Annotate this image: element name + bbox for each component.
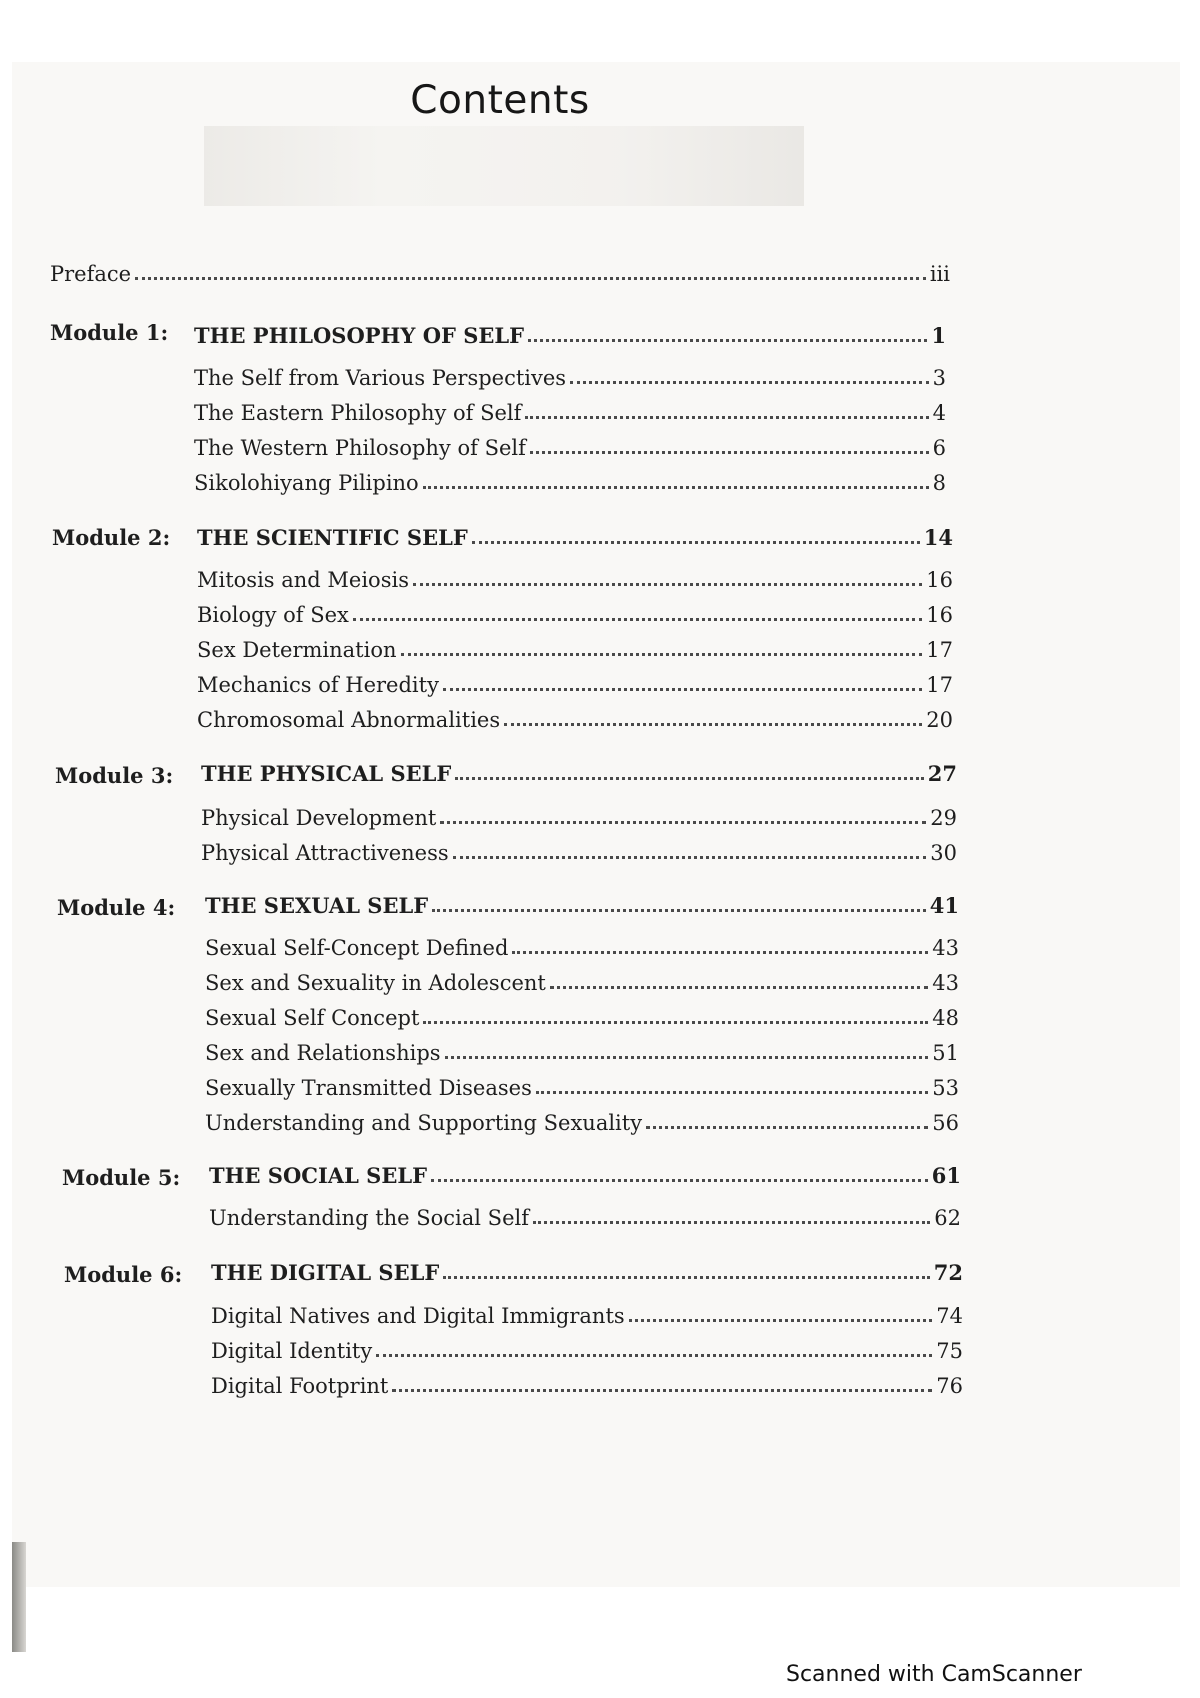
- module-label: Module 1:: [50, 320, 169, 345]
- toc-section-row: [205, 1070, 959, 1100]
- toc-section-row: [205, 1035, 959, 1065]
- toc-page-number: 74: [936, 1304, 963, 1328]
- dot-leader: [376, 1354, 932, 1357]
- toc-entry-title: THE SOCIAL SELF: [209, 1163, 427, 1188]
- toc-entry-title: Physical Attractiveness: [201, 841, 449, 865]
- module-label: Module 3:: [55, 763, 174, 788]
- toc-page-number: 61: [931, 1163, 961, 1188]
- module-label: Module 6:: [64, 1262, 183, 1287]
- toc-entry-title: Sikolohiyang Pilipino: [194, 471, 419, 495]
- dot-leader: [533, 1221, 930, 1224]
- toc-section-row: [205, 1000, 959, 1030]
- toc-page-number: 51: [932, 1041, 959, 1065]
- dot-leader: [443, 688, 922, 691]
- toc-page-number: 17: [926, 673, 953, 697]
- toc-section-row: [197, 702, 953, 732]
- module-label: Module 2:: [52, 525, 171, 550]
- dot-leader: [536, 1091, 928, 1094]
- toc-section-row: [194, 360, 946, 390]
- toc-entry-title: Digital Footprint: [211, 1374, 389, 1398]
- toc-section-row: [194, 465, 946, 495]
- toc-entry-title: The Eastern Philosophy of Self: [194, 401, 522, 425]
- toc-section-row: [205, 930, 959, 960]
- toc-page-number: 20: [926, 708, 953, 732]
- toc-entry-title: Mitosis and Meiosis: [197, 568, 409, 592]
- toc-page-number: 48: [932, 1006, 959, 1030]
- toc-entry-title: Sex and Relationships: [205, 1041, 441, 1065]
- dot-leader: [528, 339, 927, 342]
- toc-entry-title: Sex and Sexuality in Adolescent: [205, 971, 546, 995]
- toc-entry-title: THE PHILOSOPHY OF SELF: [194, 323, 525, 348]
- dot-leader: [392, 1389, 932, 1392]
- dot-leader: [453, 856, 927, 859]
- dot-leader: [629, 1319, 933, 1322]
- toc-module-row: [194, 318, 946, 348]
- dot-leader: [455, 777, 923, 780]
- toc-section-row: [194, 395, 946, 425]
- toc-entry-title: Preface: [50, 262, 132, 286]
- toc-section-row: [197, 597, 953, 627]
- dot-leader: [472, 541, 920, 544]
- toc-entry-title: Digital Natives and Digital Immigrants: [211, 1304, 625, 1328]
- toc-entry-title: Sexual Self-Concept Defined: [205, 936, 509, 960]
- toc-entry-title: The Self from Various Perspectives: [194, 366, 567, 390]
- toc-module-row: [209, 1158, 961, 1188]
- toc-page-number: 6: [932, 436, 946, 460]
- dot-leader: [525, 416, 928, 419]
- module-label: Module 4:: [57, 895, 176, 920]
- dot-leader: [432, 909, 926, 912]
- toc-entry-title: Understanding and Supporting Sexuality: [205, 1111, 643, 1135]
- toc-page-number: 14: [923, 525, 953, 550]
- dot-leader: [504, 723, 922, 726]
- toc-entry-title: Mechanics of Heredity: [197, 673, 439, 697]
- page-edge-shadow: [12, 1542, 26, 1652]
- page-title: Contents: [410, 78, 590, 123]
- toc-section-row: [211, 1368, 963, 1398]
- toc-entry-title: The Western Philosophy of Self: [194, 436, 526, 460]
- toc-page-number: 16: [926, 603, 953, 627]
- toc-section-row: [205, 965, 959, 995]
- toc-page-number: 17: [926, 638, 953, 662]
- scanner-watermark: Scanned with CamScanner: [786, 1662, 1082, 1687]
- toc-preface-row: [50, 256, 950, 286]
- toc-page-number: 76: [936, 1374, 963, 1398]
- toc-page-number: 43: [932, 971, 959, 995]
- dot-leader: [440, 821, 926, 824]
- toc-section-row: [205, 1105, 959, 1135]
- toc-section-row: [201, 835, 957, 865]
- toc-entry-title: Digital Identity: [211, 1339, 373, 1363]
- toc-page-number: 29: [930, 806, 957, 830]
- toc-page-number: 72: [933, 1260, 963, 1285]
- toc-entry-title: Physical Development: [201, 806, 437, 830]
- toc-page-number: 53: [932, 1076, 959, 1100]
- dot-leader: [401, 653, 923, 656]
- toc-entry-title: THE DIGITAL SELF: [211, 1260, 440, 1285]
- toc-section-row: [197, 667, 953, 697]
- dot-leader: [423, 1021, 928, 1024]
- toc-section-row: [211, 1298, 963, 1328]
- toc-section-row: [209, 1200, 961, 1230]
- toc-module-row: [201, 756, 957, 786]
- toc-section-row: [197, 562, 953, 592]
- dot-leader: [550, 986, 928, 989]
- dot-leader: [135, 277, 926, 280]
- toc-entry-title: Sex Determination: [197, 638, 397, 662]
- toc-module-row: [197, 520, 953, 550]
- toc-section-row: [201, 800, 957, 830]
- dot-leader: [423, 486, 929, 489]
- toc-entry-title: Understanding the Social Self: [209, 1206, 529, 1230]
- toc-page-number: 4: [932, 401, 946, 425]
- toc-page-number: 30: [930, 841, 957, 865]
- toc-page-number: 56: [932, 1111, 959, 1135]
- toc-module-row: [205, 888, 959, 918]
- toc-section-row: [194, 430, 946, 460]
- toc-section-row: [211, 1333, 963, 1363]
- toc-page-number: 75: [936, 1339, 963, 1363]
- toc-entry-title: Biology of Sex: [197, 603, 349, 627]
- toc-page-number: 27: [927, 761, 957, 786]
- toc-entry-title: Sexual Self Concept: [205, 1006, 420, 1030]
- toc-section-row: [197, 632, 953, 662]
- toc-page-number: 41: [929, 893, 959, 918]
- module-label: Module 5:: [62, 1165, 181, 1190]
- dot-leader: [512, 951, 928, 954]
- dot-leader: [570, 381, 929, 384]
- toc-module-row: [211, 1255, 963, 1285]
- toc-page-number: 62: [934, 1206, 961, 1230]
- dot-leader: [431, 1179, 928, 1182]
- dot-leader: [445, 1056, 929, 1059]
- toc-entry-title: Chromosomal Abnormalities: [197, 708, 501, 732]
- toc-entry-title: Sexually Transmitted Diseases: [205, 1076, 532, 1100]
- toc-entry-title: THE SEXUAL SELF: [205, 893, 429, 918]
- toc-page-number: 1: [931, 323, 946, 348]
- dot-leader: [530, 451, 929, 454]
- toc-entry-title: THE SCIENTIFIC SELF: [197, 525, 468, 550]
- heading-band: [204, 126, 804, 206]
- toc-entry-title: THE PHYSICAL SELF: [201, 761, 452, 786]
- toc-page-number: iii: [929, 262, 950, 286]
- toc-page-number: 43: [932, 936, 959, 960]
- toc-page-number: 16: [926, 568, 953, 592]
- dot-leader: [413, 583, 922, 586]
- toc-page-number: 8: [932, 471, 946, 495]
- dot-leader: [443, 1276, 929, 1279]
- dot-leader: [353, 618, 922, 621]
- toc-page-number: 3: [932, 366, 946, 390]
- dot-leader: [646, 1126, 928, 1129]
